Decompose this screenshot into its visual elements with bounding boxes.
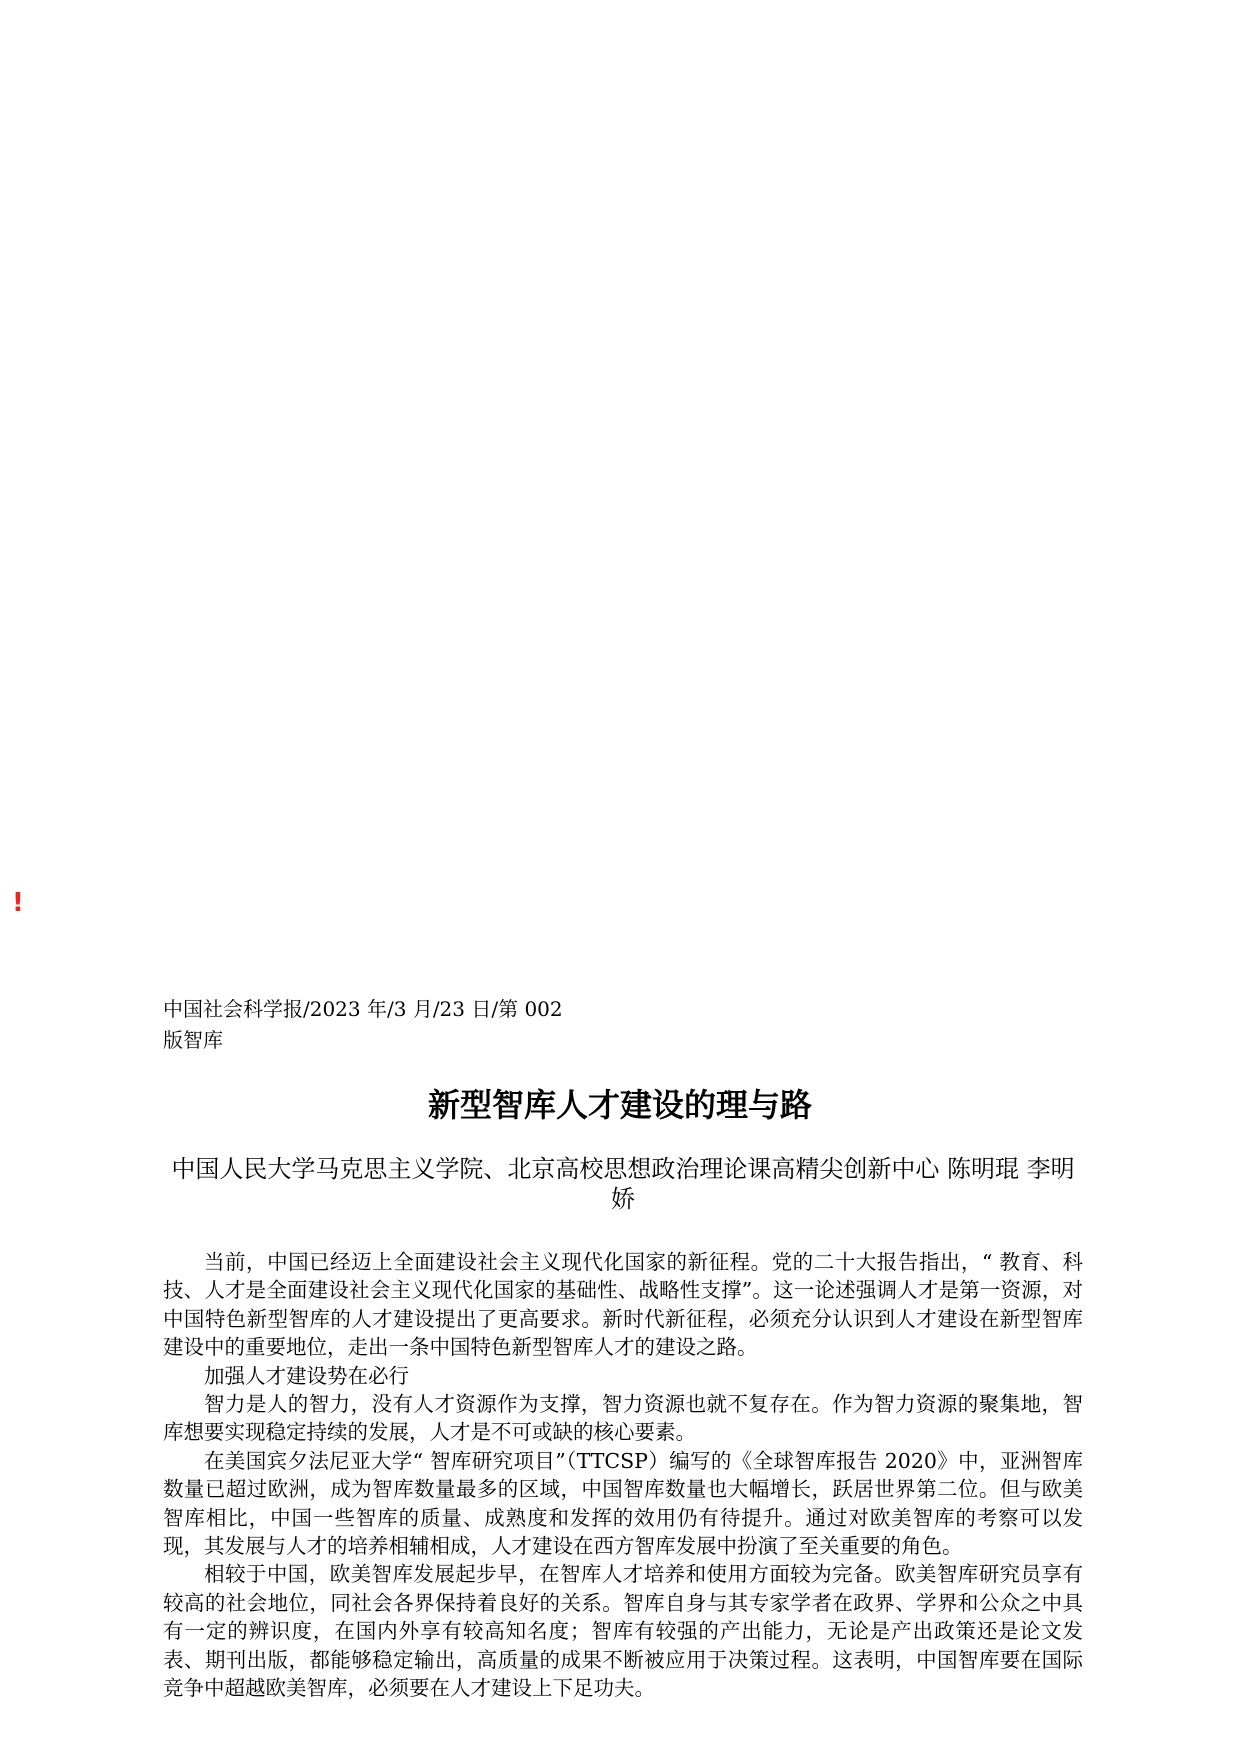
paragraph-2: 智力是人的智力，没有人才资源作为支撑，智力资源也就不复存在。作为智力资源的聚集地，智库想要实现稳定持续的发展，人才是不可或缺的核心要素。	[163, 1392, 1083, 1445]
source-line: 中国社会科学报/2023 年/3 月/23 日/第 002 版智库	[163, 997, 563, 1052]
article-title: 新型智库人才建设的理与路	[427, 1086, 812, 1124]
section-heading: 加强人才建设势在必行	[204, 1363, 409, 1388]
paragraph-4: 相较于中国，欧美智库发展起步早，在智库人才培养和使用方面较为完备。欧美智库研究员享有较高的社会地位，同社会各界保持着良好的关系。智库自身与其专家学者在政界、学界和公众之中具有一定的辨识度，在国内外享有较高知名度；智库有较强的产出能力，无论是产出政策还是论文发表、期刊出版，都能够稳定输出，高质量的成果不断被应用于决策过程。这表明，中国智库要在国际竞争中超越欧美智库，必须要在人才建设上下足功夫。	[163, 1562, 1083, 1701]
article-body	[163, 1248, 1083, 1703]
exclamation-mark: !	[12, 888, 24, 918]
author-byline: 中国人民大学马克思主义学院、北京高校思想政治理论课高精尖创新中心 陈明琨 李明娇	[171, 1155, 1075, 1213]
paragraph-1: 当前，中国已经迈上全面建设社会主义现代化国家的新征程。党的二十大报告指出，“ 教育、科技、人才是全面建设社会主义现代化国家的基础性、战略性支撑”。这一论述强调人才是第一资源，对中国特色新型智库的人才建设提出了更高要求。新时代新征程，必须充分认识到人才建设在新型智库建设中的重要地位，走出一条中国特色新型智库人才的建设之路。	[163, 1250, 1083, 1360]
paragraph-3: 在美国宾夕法尼亚大学“ 智库研究项目”（TTCSP）编写的《全球智库报告 2020》中，亚洲智库数量已超过欧洲，成为智库数量最多的区域，中国智库数量也大幅增长，跃居世界第二位。但与欧美智库相比，中国一些智库的质量、成熟度和发挥的效用仍有待提升。通过对欧美智库的考察可以发现，其发展与人才的培养相辅相成，人才建设在西方智库发展中扮演了至关重要的角色。	[163, 1448, 1083, 1559]
